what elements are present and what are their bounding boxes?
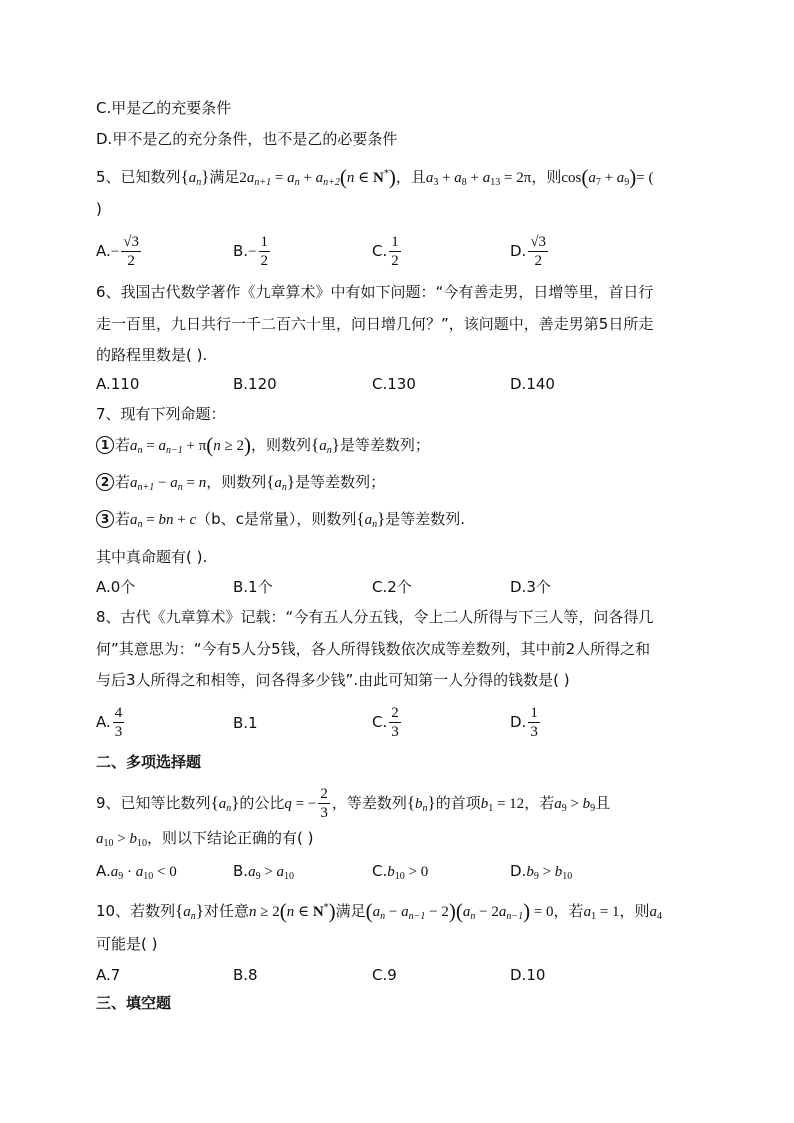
q10-line-1: 10、若数列$\{a_n\}$对任意n ≥ 2(n ∈ N*)满足$(a_n - a_{n-1} - 2)(a_n - 2a_{n-1}) = 0$，若$a_1 = 1$，则$a_4$ <box>96 899 663 923</box>
q5-option-d: D. $\frac{√3}{2}$ <box>510 234 547 269</box>
q4-option-c: C.甲是乙的充要条件 <box>96 99 232 117</box>
q6-option-d: D.140 <box>510 375 555 393</box>
q10-line-2: 可能是( ) <box>96 935 158 953</box>
q8-line-3: 与后3人所得之和相等，问各得多少钱”.由此可知第一人分得的钱数是( ) <box>96 671 570 689</box>
q6-line-3: 的路程里数是( ). <box>96 346 208 364</box>
q7-stem: 7、现有下列命题： <box>96 405 226 423</box>
q6-option-c: C.130 <box>372 375 416 393</box>
q10-option-c: C.9 <box>372 966 397 984</box>
q10-option-a: A.7 <box>96 966 121 984</box>
q8-option-d: D. $\frac{1}{3}$ <box>510 705 538 740</box>
q8-option-b: B.1 <box>233 714 258 732</box>
q7-proposition-3: 3 若$a_n$ = bn + c（b、c是常量），则数列$\{a_n\}$是等差数列. <box>96 508 465 536</box>
q7-ask: 其中真命题有( ). <box>96 548 208 566</box>
q9-line-2: $a_{10} > b_{10}$，则以下结论正确的有( ) <box>96 829 314 849</box>
q7-option-c: C.2个 <box>372 578 412 596</box>
section-heading-fill-in: 三、填空题 <box>96 994 172 1012</box>
q6-option-b: B.120 <box>233 375 277 393</box>
q5-option-c: C. $\frac{1}{2}$ <box>372 234 399 269</box>
q8-option-c: C. $\frac{2}{3}$ <box>372 705 399 740</box>
q7-proposition-1: 1 若$a_n = a_{n-1} + \pi(n \ge 2)$，则数列$\{a_n\}$是等差数列； <box>96 434 430 462</box>
q8-line-1: 8、古代《九章算术》记载：“今有五人分五钱，令上二人所得与下三人等，问各得几 <box>96 608 654 626</box>
q9-option-c: $C.b_{10} > 0$ <box>372 862 429 882</box>
q8-line-2: 何”其意思为：“今有5人分5钱，各人所得钱数依次成等差数列，其中前2人所得之和 <box>96 640 651 658</box>
q5-option-b: B.− $\frac{1}{2}$ <box>233 234 269 269</box>
q5-close-paren: ) <box>96 200 102 218</box>
section-heading-multiple-choice: 二、多项选择题 <box>96 753 202 771</box>
q7-option-a: A.0个 <box>96 578 136 596</box>
q8-option-a: A. $\frac{4}{3}$ <box>96 705 123 740</box>
q9-line-1: 9、已知等比数列$\{a_n\}$的公比q = − $\frac{2}{3}$ ，等差数列$\{b_n\}$的首项$b_1 = 12$，若$a_9 > b_9$且 <box>96 786 611 821</box>
q7-option-b: B.1个 <box>233 578 273 596</box>
q7-option-d: D.3个 <box>510 578 551 596</box>
q10-option-b: B.8 <box>233 966 258 984</box>
q6-line-2: 走一百里，九日共行一千二百六十里，问日增几何？”，该问题中，善走男第5日所走 <box>96 315 654 333</box>
q9-option-d: $D.b_9 > b_{10}$ <box>510 862 573 882</box>
q5-stem: 5、已知数列$\{a_n\}$满足$2a_{n+1} = a_n + a_{n+2}(n$ ∈ N*)，且$a_3 + a_8 + a_{13} = 2\pi$，则$\cos(a_7 + a_9)=$ ( <box>96 165 654 189</box>
q5-option-a: A.− $\frac{√3}{2}$ <box>96 234 139 269</box>
q10-option-d: D.10 <box>510 966 546 984</box>
q6-line-1: 6、我国古代数学著作《九章算术》中有如下问题：“今有善走男，日增等里，首日行 <box>96 283 654 301</box>
q9-option-a: $A.a_9 \cdot a_{10} < 0$ <box>96 862 177 882</box>
q4-option-d: D.甲不是乙的充分条件，也不是乙的必要条件 <box>96 130 398 148</box>
q9-option-b: $B.a_9 > a_{10}$ <box>233 862 295 882</box>
q6-option-a: A.110 <box>96 375 140 393</box>
q7-proposition-2: 2 若$a_{n+1} - a_n = n$，则数列$\{a_n\}$是等差数列； <box>96 471 385 499</box>
